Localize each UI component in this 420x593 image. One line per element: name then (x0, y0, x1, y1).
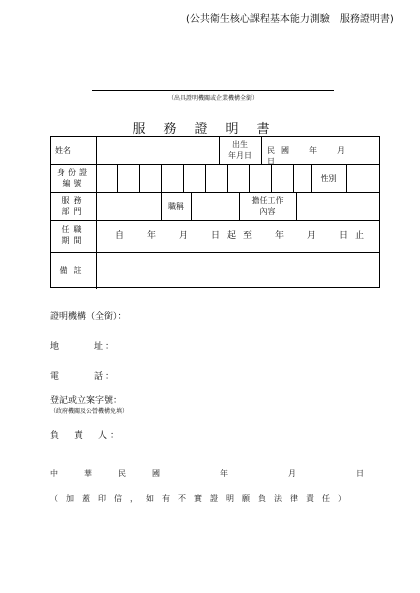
issuing-organization-label: 證明機構（全銜）： (50, 312, 127, 322)
registration-number-label: 登記或立案字號： (50, 396, 123, 406)
department-label: 服務 部門 (61, 196, 86, 216)
row-divider (51, 252, 379, 253)
duties-label: 擔任工作 內容 (251, 196, 284, 216)
id-box-divider (161, 164, 162, 192)
address-label: 地 址： (50, 342, 117, 352)
issuer-caption: （出具證明機關或企業機構全銜） (167, 95, 258, 102)
employment-period-field[interactable]: 自 年 月 日起至 年 月 日止 (115, 231, 372, 241)
row-divider (51, 192, 379, 193)
row-divider (51, 220, 379, 221)
birth-date-field[interactable]: 民國 年 月 日 (267, 146, 365, 166)
remarks-label: 備註 (59, 266, 88, 275)
birth-label: 出生 年月日 (228, 140, 252, 160)
id-box-divider (293, 164, 294, 192)
issuer-signature-line (92, 90, 334, 91)
date-line: 中華民國 年 月 日 (50, 469, 390, 478)
id-box-divider (117, 164, 118, 192)
person-in-charge-label: 負 責 人： (50, 431, 123, 441)
column-divider (346, 164, 347, 192)
id-box-divider (271, 164, 272, 192)
id-number-label: 身份證 編號 (57, 168, 90, 188)
id-box-divider (205, 164, 206, 192)
id-box-divider (249, 164, 250, 192)
position-label: 職稱 (168, 202, 184, 211)
legal-note: （加蓋印信，如有不實證明願負法律責任） (50, 494, 354, 503)
column-divider (296, 192, 297, 220)
document-title: 服務證明書 (132, 122, 288, 137)
document-header: (公共衛生核心課程基本能力測驗 服務證明書) (186, 14, 394, 25)
column-divider (191, 192, 192, 220)
id-box-divider (139, 164, 140, 192)
column-divider (96, 137, 97, 289)
gender-label: 性別 (320, 174, 337, 183)
id-box-divider (183, 164, 184, 192)
column-divider (261, 137, 262, 164)
id-box-divider (227, 164, 228, 192)
certificate-table (50, 136, 380, 288)
registration-note: （政府機關及公營機構免填） (50, 408, 129, 415)
employment-period-label: 任職 期間 (61, 225, 86, 245)
phone-label: 電 話： (50, 372, 117, 382)
name-label: 姓名 (55, 146, 71, 155)
